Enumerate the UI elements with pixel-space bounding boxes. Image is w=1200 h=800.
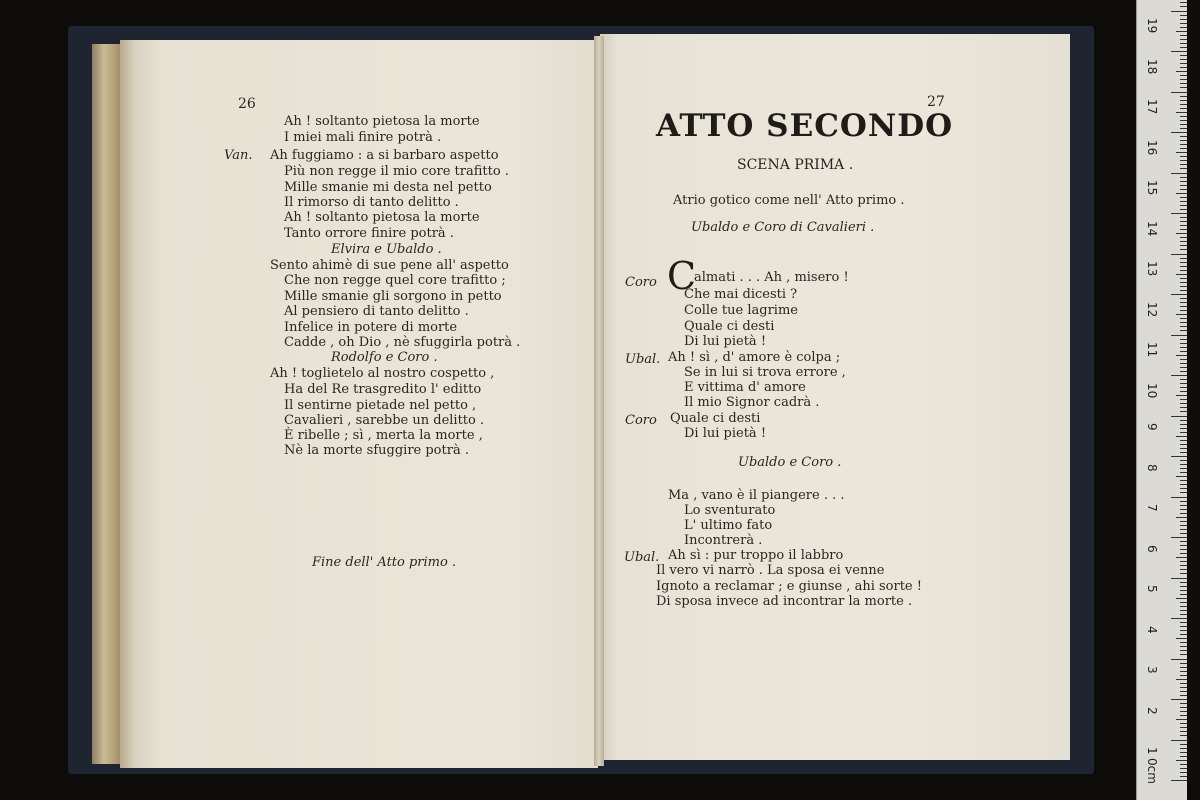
ruler-tick — [1180, 160, 1187, 161]
ruler-tick — [1176, 112, 1187, 113]
verse-line: Quale ci desti — [684, 319, 775, 334]
ruler-tick — [1180, 144, 1187, 145]
ruler-tick — [1180, 249, 1187, 250]
ruler-tick — [1180, 322, 1187, 323]
ruler-tick — [1180, 258, 1187, 259]
ruler-tick — [1180, 298, 1187, 299]
ruler-tick — [1180, 691, 1187, 692]
ruler-tick — [1171, 537, 1187, 538]
ruler-tick — [1180, 440, 1187, 441]
ruler-tick — [1180, 168, 1187, 169]
ruler-tick — [1180, 379, 1187, 380]
ruler-tick — [1180, 561, 1187, 562]
ruler-tick — [1180, 420, 1187, 421]
verse-line: Più non regge il mio core trafitto . — [284, 164, 509, 179]
ruler-tick — [1180, 521, 1187, 522]
verse-line: Il sentirne pietade nel petto , — [284, 398, 477, 413]
ruler-tick — [1180, 367, 1187, 368]
ruler-tick — [1176, 31, 1187, 32]
ruler-tick — [1180, 15, 1187, 16]
ruler-tick — [1180, 642, 1187, 643]
ruler-tick — [1180, 177, 1187, 178]
verse-line: Mille smanie gli sorgono in petto — [284, 289, 502, 304]
ruler-tick — [1180, 63, 1187, 64]
verse-line: Ignoto a reclamar ; e giunse , ahi sorte ! — [656, 579, 922, 594]
ruler-tick — [1180, 768, 1187, 769]
ruler-tick — [1180, 197, 1187, 198]
ruler-tick — [1180, 582, 1187, 583]
ruler-tick — [1180, 371, 1187, 372]
verse-line: Infelice in potere di morte — [284, 320, 458, 335]
ruler-tick — [1180, 326, 1187, 327]
verse-line: I miei mali finire potrà . — [284, 130, 442, 145]
verse-line: Quale ci desti — [670, 411, 761, 426]
ruler-tick — [1171, 618, 1187, 619]
verse-line: Che mai dicesti ? — [684, 287, 798, 302]
verse-line: Di lui pietà ! — [684, 334, 767, 349]
ruler-tick — [1180, 339, 1187, 340]
ruler-tick — [1180, 541, 1187, 542]
ruler-tick — [1180, 707, 1187, 708]
ruler-tick — [1180, 148, 1187, 149]
ruler-tick — [1180, 156, 1187, 157]
ruler-tick — [1180, 181, 1187, 182]
ruler-tick — [1180, 695, 1187, 696]
verse-line: Di lui pietà ! — [684, 426, 767, 441]
verse-line: È ribelle ; sì , merta la morte , — [284, 428, 483, 443]
ruler-number: 18 — [1145, 58, 1159, 74]
ruler-tick — [1180, 136, 1187, 137]
ruler-tick — [1171, 92, 1187, 93]
ruler-tick — [1180, 727, 1187, 728]
verse-line: Ah ! soltanto pietosa la morte — [284, 114, 480, 129]
ruler-tick — [1180, 209, 1187, 210]
ruler-tick — [1180, 47, 1187, 48]
ruler-tick — [1180, 241, 1187, 242]
ruler-tick — [1180, 501, 1187, 502]
ruler-tick — [1180, 55, 1187, 56]
speaker-label: Ubal. — [624, 550, 660, 565]
ruler-tick — [1180, 164, 1187, 165]
measurement-ruler — [1136, 0, 1187, 800]
ruler-tick — [1180, 245, 1187, 246]
ruler-tick — [1180, 602, 1187, 603]
speaker-label: Ubal. — [625, 352, 661, 367]
ruler-tick — [1180, 359, 1187, 360]
ruler-tick — [1180, 96, 1187, 97]
ruler-tick — [1180, 432, 1187, 433]
ruler-tick — [1180, 630, 1187, 631]
ruler-tick — [1180, 19, 1187, 20]
ruler-tick — [1180, 505, 1187, 506]
verse-line: Incontrerà . — [684, 533, 763, 548]
ruler-tick — [1171, 780, 1187, 781]
ruler-tick — [1180, 87, 1187, 88]
ruler-tick — [1180, 513, 1187, 514]
ruler-tick — [1180, 480, 1187, 481]
ruler-tick — [1180, 590, 1187, 591]
ruler-tick — [1180, 229, 1187, 230]
ruler-tick — [1176, 679, 1187, 680]
ruler-tick — [1180, 748, 1187, 749]
ruler-tick — [1180, 67, 1187, 68]
verse-line: Sento ahimè di sue pene all' aspetto — [270, 258, 509, 273]
ruler-tick — [1171, 132, 1187, 133]
ruler-tick — [1180, 75, 1187, 76]
ruler-tick — [1176, 557, 1187, 558]
ruler-tick — [1180, 529, 1187, 530]
ruler-tick — [1180, 675, 1187, 676]
ruler-tick — [1176, 193, 1187, 194]
ruler-tick — [1180, 606, 1187, 607]
ruler-number: 19 — [1145, 18, 1159, 34]
ruler-tick — [1180, 221, 1187, 222]
ruler-tick — [1180, 318, 1187, 319]
speaker-label: Coro — [625, 275, 657, 290]
drop-cap: C — [667, 254, 697, 298]
ruler-tick — [1180, 39, 1187, 40]
ruler-tick — [1171, 740, 1187, 741]
ruler-unit: 0cm — [1145, 758, 1159, 784]
ruler-tick — [1176, 314, 1187, 315]
ruler-tick — [1180, 452, 1187, 453]
verse-line: Ah sì : pur troppo il labbro — [668, 548, 844, 563]
ruler-number: 16 — [1145, 139, 1159, 155]
ruler-tick — [1180, 140, 1187, 141]
ruler-tick — [1180, 610, 1187, 611]
ruler-tick — [1180, 671, 1187, 672]
ruler-number: 10 — [1145, 382, 1159, 398]
act-end-line: Fine dell' Atto primo . — [312, 555, 457, 570]
ruler-tick — [1180, 626, 1187, 627]
ruler-tick — [1180, 711, 1187, 712]
ruler-tick — [1180, 715, 1187, 716]
ruler-tick — [1180, 776, 1187, 777]
act-title: ATTO SECONDO — [656, 108, 954, 144]
scene-title: SCENA PRIMA . — [737, 157, 854, 173]
ruler-tick — [1180, 403, 1187, 404]
ruler-tick — [1176, 476, 1187, 477]
ruler-tick — [1180, 622, 1187, 623]
verse-line: Il rimorso di tanto delitto . — [284, 195, 459, 210]
ruler-number: 12 — [1145, 301, 1159, 317]
ruler-tick — [1180, 83, 1187, 84]
ruler-tick — [1180, 79, 1187, 80]
ruler-tick — [1180, 23, 1187, 24]
ruler-tick — [1180, 545, 1187, 546]
verse-line: Il mio Signor cadrà . — [684, 395, 820, 410]
ruler-tick — [1180, 772, 1187, 773]
verse-line: Se in lui si trova errore , — [684, 365, 846, 380]
ruler-tick — [1180, 663, 1187, 664]
speaker-label: Coro — [625, 413, 657, 428]
ruler-tick — [1176, 152, 1187, 153]
ruler-number: 2 — [1145, 706, 1159, 715]
verse-line: Mille smanie mi desta nel petto — [284, 180, 492, 195]
verse-line: Tanto orrore finire potrà . — [284, 226, 454, 241]
ruler-tick — [1180, 448, 1187, 449]
ruler-number: 3 — [1145, 666, 1159, 674]
ruler-tick — [1180, 6, 1187, 7]
ruler-tick — [1180, 343, 1187, 344]
ruler-tick — [1180, 116, 1187, 117]
ruler-tick — [1180, 302, 1187, 303]
character-heading: Rodolfo e Coro . — [331, 350, 438, 365]
ruler-tick — [1180, 525, 1187, 526]
book-gutter — [594, 36, 604, 766]
ruler-tick — [1180, 108, 1187, 109]
ruler-tick — [1180, 286, 1187, 287]
ruler-tick — [1171, 173, 1187, 174]
ruler-tick — [1180, 278, 1187, 279]
ruler-tick — [1180, 104, 1187, 105]
ruler-tick — [1180, 189, 1187, 190]
character-heading: Ubaldo e Coro di Cavalieri . — [691, 220, 875, 235]
ruler-tick — [1180, 731, 1187, 732]
ruler-tick — [1171, 11, 1187, 12]
ruler-number: 1 — [1145, 747, 1159, 755]
ruler-tick — [1180, 391, 1187, 392]
ruler-tick — [1171, 497, 1187, 498]
ruler-tick — [1180, 282, 1187, 283]
ruler-tick — [1176, 517, 1187, 518]
ruler-tick — [1180, 120, 1187, 121]
page-edges — [92, 44, 122, 764]
ruler-tick — [1180, 687, 1187, 688]
ruler-tick — [1171, 699, 1187, 700]
verse-line: L' ultimo fato — [684, 518, 773, 533]
ruler-tick — [1180, 185, 1187, 186]
ruler-tick — [1180, 205, 1187, 206]
ruler-tick — [1180, 351, 1187, 352]
ruler-tick — [1180, 290, 1187, 291]
ruler-tick — [1180, 509, 1187, 510]
ruler-tick — [1176, 274, 1187, 275]
ruler-tick — [1180, 383, 1187, 384]
ruler-tick — [1180, 553, 1187, 554]
ruler-tick — [1180, 472, 1187, 473]
ruler-number: 5 — [1145, 585, 1159, 593]
ruler-tick — [1180, 347, 1187, 348]
ruler-tick — [1180, 573, 1187, 574]
character-heading: Ubaldo e Coro . — [738, 455, 842, 470]
ruler-tick — [1180, 387, 1187, 388]
verse-line: Nè la morte sfuggire potrà . — [284, 443, 469, 458]
verse-line: Che non regge quel core trafitto ; — [284, 273, 506, 288]
ruler-tick — [1180, 468, 1187, 469]
ruler-number: 4 — [1145, 625, 1159, 634]
ruler-tick — [1171, 416, 1187, 417]
ruler-number: 17 — [1145, 99, 1159, 115]
ruler-tick — [1180, 723, 1187, 724]
ruler-tick — [1180, 128, 1187, 129]
ruler-tick — [1180, 35, 1187, 36]
verse-line: Ah fuggiamo : a si barbaro aspetto — [270, 148, 499, 163]
character-heading: Elvira e Ubaldo . — [331, 242, 442, 257]
ruler-tick — [1180, 549, 1187, 550]
ruler-tick — [1180, 650, 1187, 651]
verse-line: Ha del Re trasgredito l' editto — [284, 382, 482, 397]
ruler-tick — [1180, 407, 1187, 408]
ruler-tick — [1180, 59, 1187, 60]
ruler-tick — [1180, 764, 1187, 765]
ruler-tick — [1176, 638, 1187, 639]
ruler-tick — [1180, 744, 1187, 745]
ruler-tick — [1180, 464, 1187, 465]
ruler-tick — [1180, 484, 1187, 485]
ruler-tick — [1180, 237, 1187, 238]
ruler-tick — [1180, 634, 1187, 635]
ruler-number: 7 — [1145, 504, 1159, 512]
verse-line: Ah ! sì , d' amore è colpa ; — [668, 350, 841, 365]
ruler-tick — [1180, 492, 1187, 493]
ruler-tick — [1180, 586, 1187, 587]
ruler-tick — [1176, 760, 1187, 761]
ruler-tick — [1180, 217, 1187, 218]
ruler-number: 13 — [1145, 261, 1159, 277]
ruler-tick — [1180, 533, 1187, 534]
ruler-tick — [1180, 330, 1187, 331]
ruler-tick — [1171, 294, 1187, 295]
ruler-tick — [1180, 654, 1187, 655]
ruler-tick — [1176, 598, 1187, 599]
ruler-tick — [1171, 213, 1187, 214]
ruler-tick — [1180, 424, 1187, 425]
ruler-tick — [1176, 719, 1187, 720]
ruler-tick — [1176, 233, 1187, 234]
ruler-tick — [1180, 569, 1187, 570]
verse-line: almati . . . Ah , misero ! — [694, 270, 849, 285]
ruler-tick — [1171, 51, 1187, 52]
speaker-label: Van. — [224, 148, 253, 163]
ruler-tick — [1180, 703, 1187, 704]
verse-line: Cadde , oh Dio , nè sfuggirla potrà . — [284, 335, 521, 350]
verse-line: Lo sventurato — [684, 503, 776, 518]
ruler-tick — [1171, 456, 1187, 457]
verse-line: Ah ! soltanto pietosa la morte — [284, 210, 480, 225]
ruler-tick — [1180, 667, 1187, 668]
ruler-tick — [1180, 752, 1187, 753]
ruler-tick — [1171, 335, 1187, 336]
ruler-tick — [1180, 411, 1187, 412]
ruler-tick — [1180, 399, 1187, 400]
ruler-tick — [1180, 646, 1187, 647]
ruler-tick — [1180, 428, 1187, 429]
ruler-tick — [1176, 71, 1187, 72]
verse-line: E vittima d' amore — [684, 380, 806, 395]
ruler-number: 9 — [1145, 423, 1159, 431]
ruler-tick — [1171, 375, 1187, 376]
ruler-number: 11 — [1145, 342, 1159, 358]
ruler-tick — [1180, 201, 1187, 202]
ruler-tick — [1180, 27, 1187, 28]
ruler-tick — [1180, 306, 1187, 307]
ruler-tick — [1180, 735, 1187, 736]
right-page-number: 27 — [927, 94, 945, 110]
ruler-number: 6 — [1145, 544, 1159, 553]
ruler-tick — [1176, 395, 1187, 396]
ruler-tick — [1180, 683, 1187, 684]
ruler-tick — [1180, 270, 1187, 271]
ruler-tick — [1180, 488, 1187, 489]
stage-direction: Atrio gotico come nell' Atto primo . — [673, 193, 905, 208]
ruler-tick — [1180, 565, 1187, 566]
verse-line: Colle tue lagrime — [684, 303, 798, 318]
ruler-tick — [1180, 262, 1187, 263]
ruler-number: 15 — [1145, 180, 1159, 196]
left-page-number: 26 — [238, 96, 256, 112]
ruler-tick — [1180, 614, 1187, 615]
ruler-tick — [1180, 225, 1187, 226]
verse-line: Cavalieri , sarebbe un delitto . — [284, 413, 485, 428]
ruler-tick — [1180, 460, 1187, 461]
ruler-tick — [1180, 124, 1187, 125]
ruler-tick — [1180, 594, 1187, 595]
ruler-tick — [1180, 2, 1187, 3]
verse-line: Ma , vano è il piangere . . . — [668, 488, 845, 503]
ruler-tick — [1171, 254, 1187, 255]
ruler-tick — [1180, 444, 1187, 445]
ruler-tick — [1180, 756, 1187, 757]
ruler-tick — [1180, 100, 1187, 101]
ruler-tick — [1171, 578, 1187, 579]
ruler-tick — [1171, 659, 1187, 660]
ruler-tick — [1176, 436, 1187, 437]
ruler-tick — [1180, 43, 1187, 44]
ruler-tick — [1176, 355, 1187, 356]
verse-line: Di sposa invece ad incontrar la morte . — [656, 594, 913, 609]
verse-line: Ah ! toglietelo al nostro cospetto , — [270, 366, 495, 381]
ruler-tick — [1180, 266, 1187, 267]
ruler-tick — [1180, 310, 1187, 311]
ruler-tick — [1180, 363, 1187, 364]
verse-line: Il vero vi narrò . La sposa ei venne — [656, 563, 885, 578]
ruler-number: 14 — [1145, 220, 1159, 236]
verse-line: Al pensiero di tanto delitto . — [284, 304, 469, 319]
ruler-number: 8 — [1145, 463, 1159, 472]
